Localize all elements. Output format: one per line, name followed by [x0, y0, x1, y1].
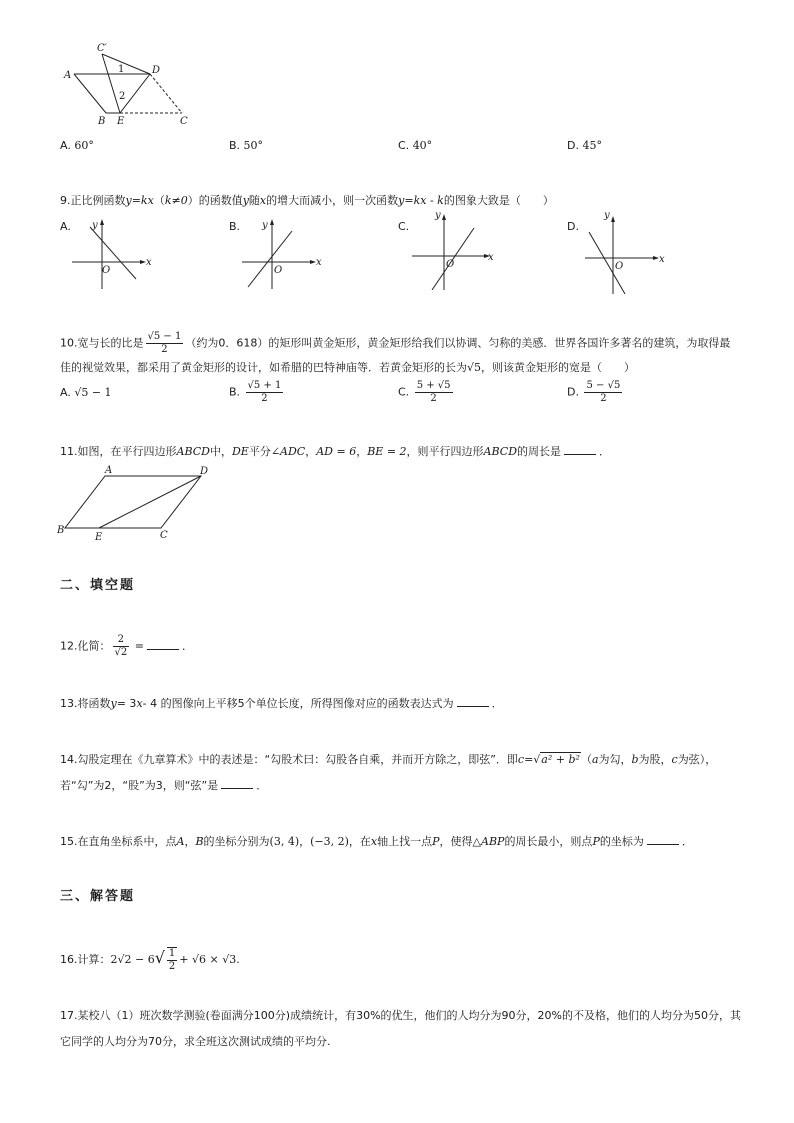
q9c-y-label: y — [435, 210, 441, 221]
q8-label-1: 1 — [118, 64, 125, 75]
q11-label-b: B — [57, 525, 65, 536]
q11-label-c: C — [160, 530, 168, 541]
q11-label-d: D — [200, 466, 209, 477]
q8-option-c[interactable]: C. 40° — [398, 139, 433, 152]
q8-label-c: C — [180, 116, 188, 127]
q9-graph-c[interactable] — [410, 206, 495, 292]
q16-sqrt-fraction: √ — [154, 948, 165, 967]
q11-answer-blank[interactable] — [564, 444, 596, 455]
q9b-y-arrow — [270, 219, 274, 225]
q8-label-b: B — [98, 116, 106, 127]
q8-label-c-prime: C′ — [97, 43, 107, 54]
q14-line1: 14.勾股定理在《九章算术》中的表述是：“勾股术曰：勾股各自乘，并而开方除之，即弦”．即c=√a² + b²（a为勾，b为股，c为弦）， — [60, 753, 717, 766]
q12-answer-blank[interactable] — [147, 639, 179, 650]
q11-segment-de — [99, 476, 201, 528]
q14-answer-blank[interactable] — [221, 778, 253, 789]
q14-sqrt: √a² + b² — [533, 753, 580, 766]
q11-parallelogram-figure — [55, 462, 225, 544]
q9a-y-label: y — [92, 220, 98, 231]
q9b-x-label: x — [316, 257, 322, 268]
q8-line-a-b — [74, 74, 106, 113]
q8-label-a: A — [64, 70, 72, 81]
q9a-function-line — [90, 227, 136, 279]
q9c-x-label: x — [488, 252, 494, 263]
q10-ratio-fraction: $\frac{√5 - 1}{2}$ — [147, 331, 182, 355]
q9d-x-label: x — [659, 254, 665, 265]
q9d-y-arrow — [611, 216, 615, 222]
q9-option-c-label[interactable]: C. — [398, 220, 410, 233]
q9c-y-arrow — [442, 214, 446, 220]
q10-option-b[interactable]: B. $\frac{√5 + 1}{2}$ — [229, 380, 282, 404]
q11-label-a: A — [105, 465, 113, 476]
q9-stem: 9.正比例函数y=kx（k≠0）的函数值y随x的增大而减小，则一次函数y=kx - k的图象大致是（ ） — [60, 194, 554, 207]
q12-stem: 12.化简： $\frac{2}{√2}$ = ． — [60, 634, 193, 658]
section-solution-heading: 三、解答题 — [60, 889, 136, 904]
q15-answer-blank[interactable] — [647, 834, 679, 845]
q9d-origin: O — [615, 261, 624, 272]
q14-line2: 若“勾”为2，“股”为3，则“弦”是 ． — [60, 779, 268, 792]
q10-line2: 佳的视觉效果，都采用了黄金矩形的设计，如希腊的巴特神庙等．若黄金矩形的长为√5，则该黄金矩形的宽是（ ） — [60, 361, 636, 374]
q10-option-c[interactable]: C. $\frac{5 + √5}{2}$ — [398, 380, 451, 404]
q9-option-d-label[interactable]: D. — [567, 220, 579, 233]
q11-stem: 11.如图，在平行四边形ABCD中，DE平分∠ADC，AD = 6，BE = 2，则平行四边形ABCD的周长是 ． — [60, 445, 611, 458]
q8-line-cprime-d — [102, 54, 150, 74]
q16-stem: 16.计算：2√2 − 6√ $\frac{1}{2}$ + √6 × √3. — [60, 948, 240, 972]
q8-label-d: D — [152, 65, 161, 76]
q8-option-a[interactable]: A. 60° — [60, 139, 94, 152]
q8-figure — [60, 40, 200, 130]
q9c-origin: O — [446, 259, 455, 270]
q15-stem: 15.在直角坐标系中，点A，B的坐标分别为(3, 4)，(−3, 2)，在x轴上找一点P，使得△ABP的周长最小，则点P的坐标为 ． — [60, 835, 693, 848]
q9-option-b-label[interactable]: B. — [229, 220, 241, 233]
q9d-y-label: y — [604, 210, 610, 221]
q8-label-2: 2 — [119, 91, 126, 102]
q9-graph-b[interactable] — [240, 213, 325, 291]
q10-option-d[interactable]: D. $\frac{5 - √5}{2}$ — [567, 380, 621, 404]
q17-line1: 17.某校八（1）班次数学测验(卷面满分100分)成绩统计，有30%的优生，他们的人均分为90分，20%的不及格，他们的人均分为50分，其 — [60, 1009, 741, 1022]
q12-fraction: $\frac{2}{√2}$ — [114, 634, 128, 658]
q9b-origin: O — [274, 265, 283, 276]
q9a-origin: O — [102, 265, 111, 276]
q10-line1: 10.宽与长的比是 $\frac{√5 - 1}{2}$ （约为0．618）的矩形叫黄金矩形，黄金矩形给我们以协调、匀称的美感．世界各国许多著名的建筑，为取得最 — [60, 331, 731, 355]
q9-graph-d[interactable] — [583, 206, 668, 296]
q8-line-cprime-e — [102, 54, 120, 113]
q11-label-e: E — [95, 532, 103, 543]
q8-line-d-c-dashed — [150, 74, 182, 113]
q11-parallelogram — [65, 476, 201, 528]
q9-graph-a[interactable] — [70, 213, 155, 291]
q9-option-a-label[interactable]: A. — [60, 220, 71, 233]
q8-option-d[interactable]: D. 45° — [567, 139, 602, 152]
q13-stem: 13.将函数y= 3x- 4 的图像向上平移5个单位长度，所得图像对应的函数表达式为 ． — [60, 697, 503, 710]
q9b-y-label: y — [262, 220, 268, 231]
q9a-x-label: x — [146, 257, 152, 268]
q9b-function-line — [248, 231, 292, 287]
q13-answer-blank[interactable] — [457, 696, 489, 707]
section-fill-in-blank-heading: 二、填空题 — [60, 578, 136, 593]
q8-option-b[interactable]: B. 50° — [229, 139, 264, 152]
q8-label-e: E — [117, 116, 125, 127]
q9a-y-arrow — [100, 219, 104, 225]
q17-line2: 它同学的人均分为70分，求全班这次测试成绩的平均分. — [60, 1035, 331, 1048]
q10-option-a[interactable]: A. √5 − 1 — [60, 386, 112, 399]
